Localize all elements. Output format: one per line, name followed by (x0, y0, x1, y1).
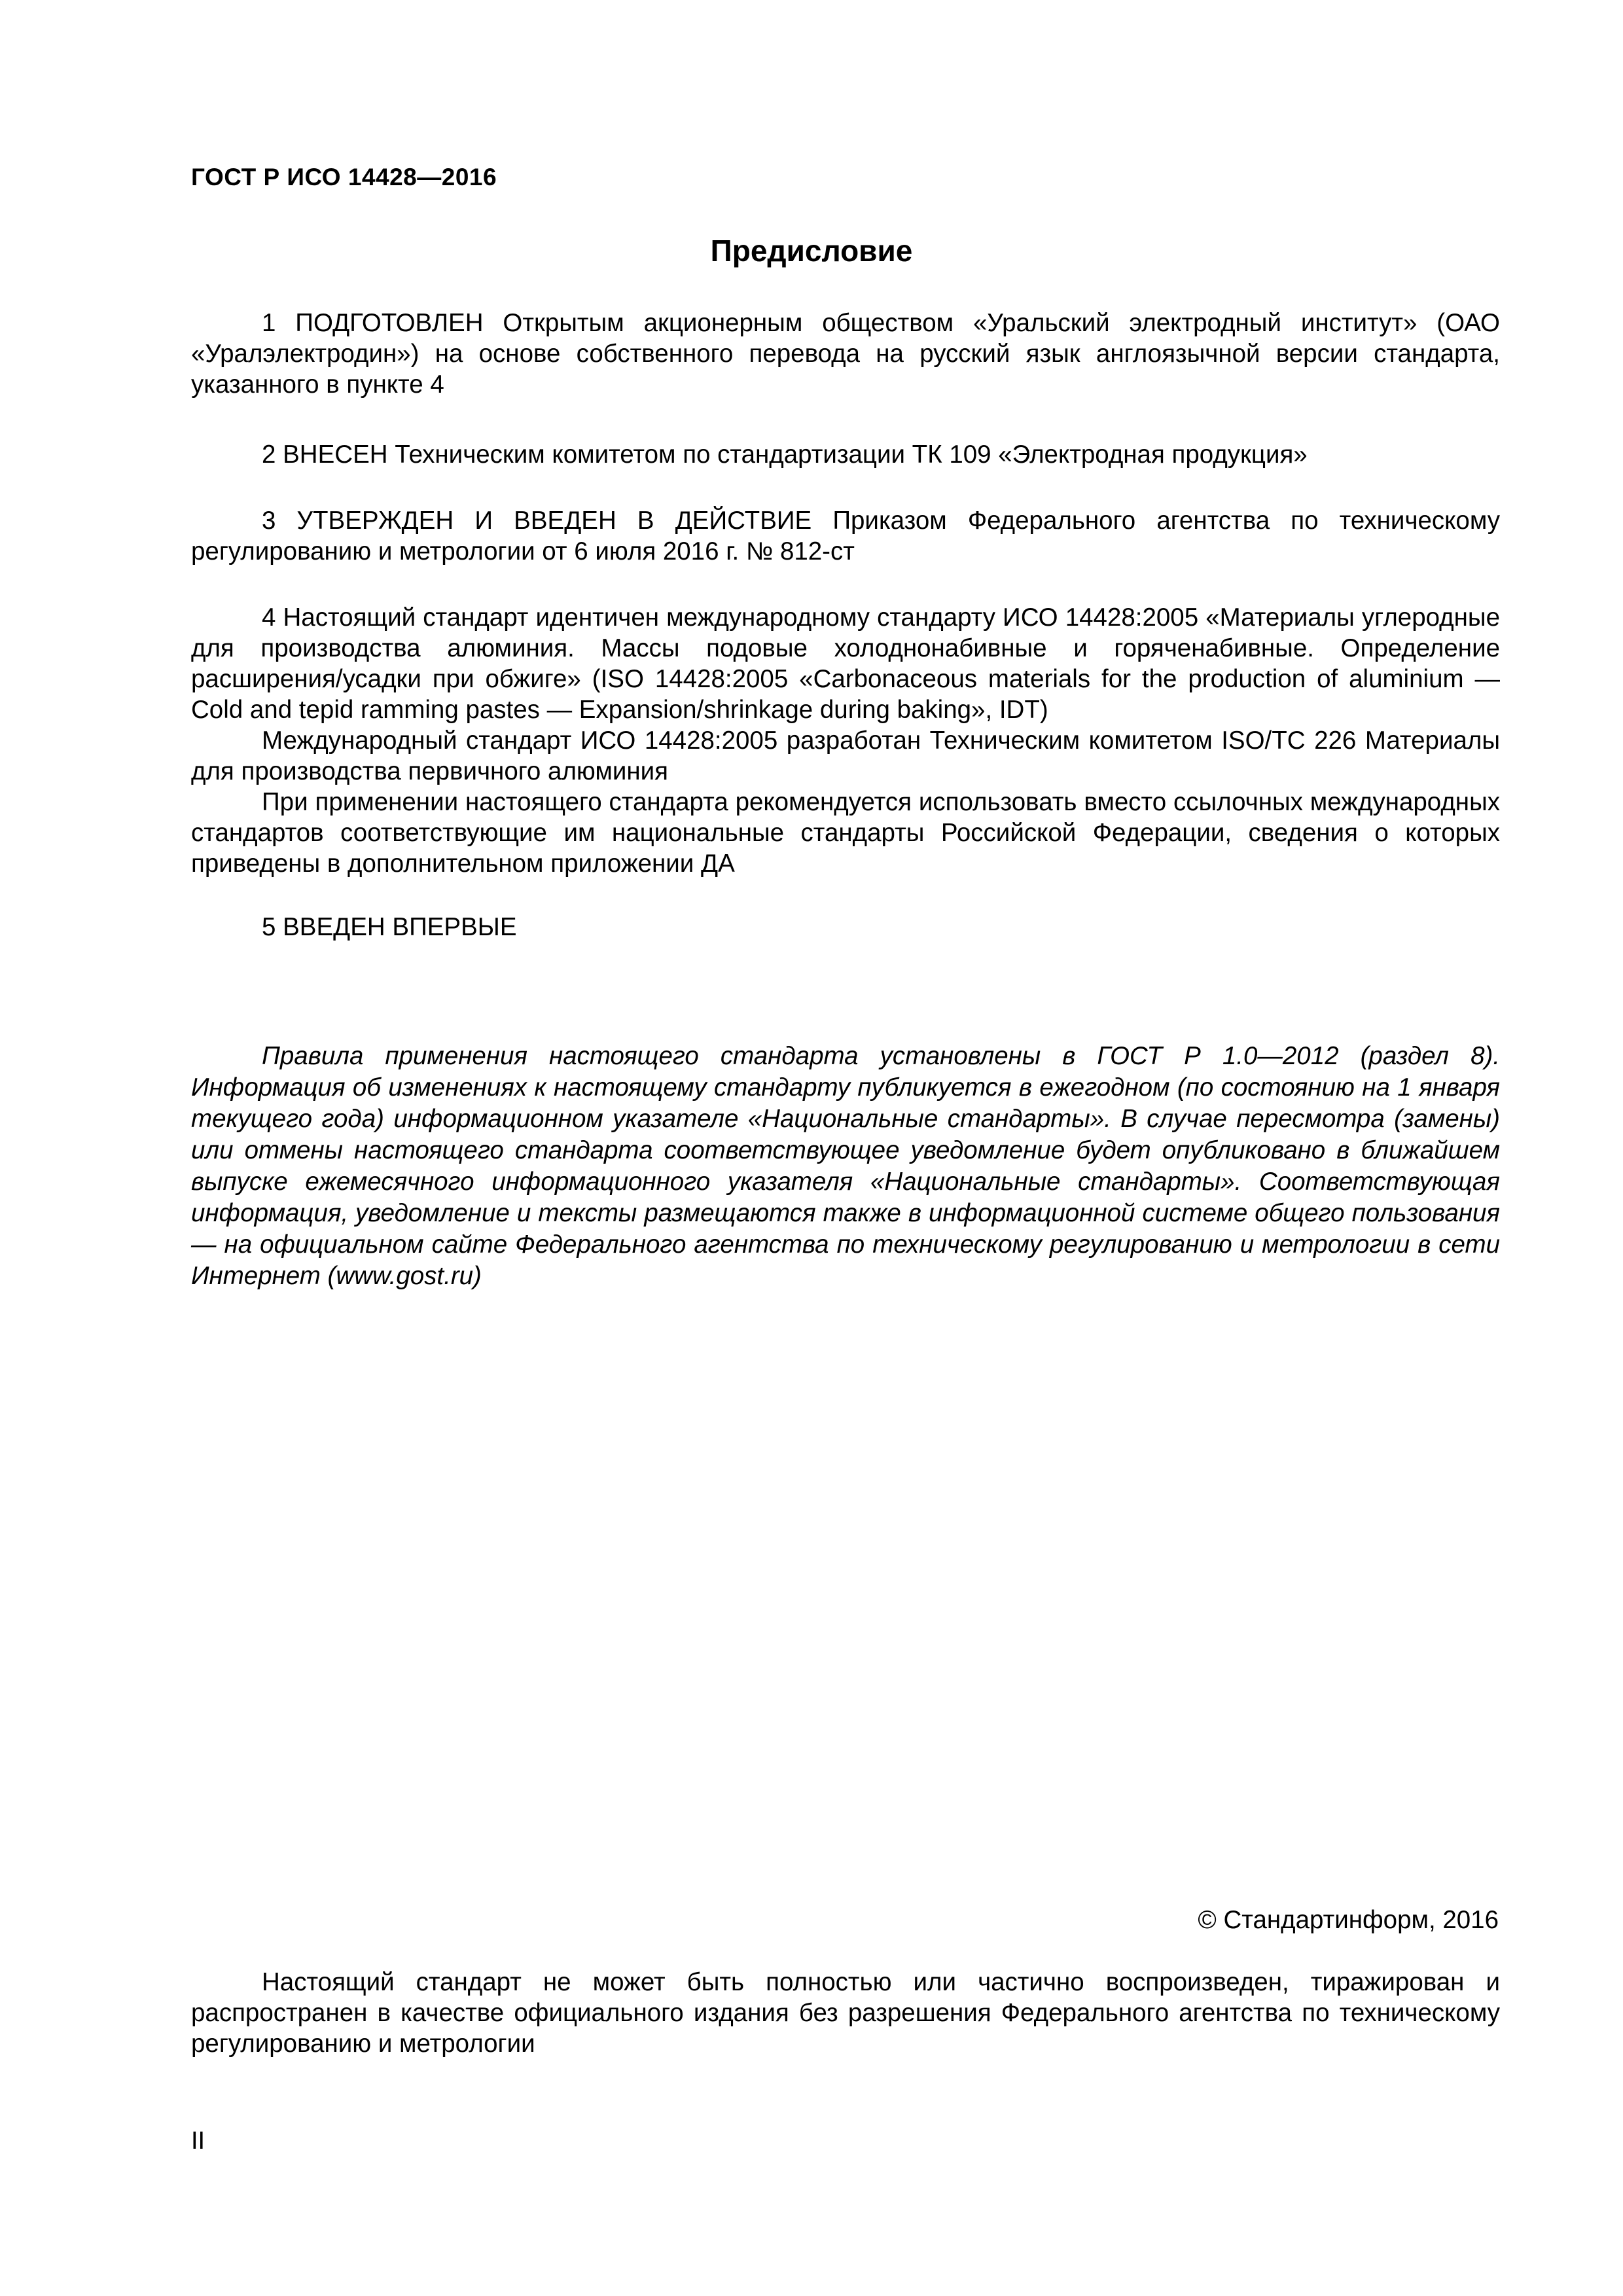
standard-code: ГОСТ Р ИСО 14428—2016 (191, 164, 497, 190)
copyright-line: © Стандартинформ, 2016 (1198, 1906, 1499, 1934)
foreword-item-4-paragraph-2: Международный стандарт ИСО 14428:2005 разработан Техническим комитетом ISO/TC 226 Материалы для производства первичного алюминия (191, 726, 1500, 785)
application-rules-text: Правила применения настоящего стандарта установлены в ГОСТ Р 1.0—2012 (раздел 8). Информация об изменениях к настоящему стандарту публикуется в ежегодном (по состоянию на 1 января текущего года) информационном указателе «Национальные стандарты». В случае пересмотра (замены) или отмены настоящего стандарта соответствующее уведомление будет опубликовано в ближайшем выпуске ежемесячного информационного указателя «Национальные стандарты». Соответствующая информация, уведомление и тексты размещаются также в информационной системе общего пользования — на официальном сайте Федерального агентства по техническому регулированию и метрологии в сети Интернет (www.gost.ru) (191, 1042, 1500, 1290)
foreword-item-2-text: 2 ВНЕСЕН Техническим комитетом по стандартизации ТК 109 «Электродная продукция» (262, 440, 1308, 469)
application-rules-note (191, 1041, 1500, 1292)
foreword-item-4-paragraph-3: При применении настоящего стандарта рекомендуется использовать вместо ссылочных международных стандартов соответствующие им национальные стандарты Российской Федерации, сведения о которых приведены в дополнительном приложении ДА (191, 788, 1500, 878)
reproduction-notice-text: Настоящий стандарт не может быть полностью или частично воспроизведен, тиражирован и распространен в качестве официального издания без разрешения Федерального агентства по техническому регулированию и метрологии (191, 1968, 1500, 2058)
foreword-item-5 (191, 912, 1500, 942)
foreword-item-5-text: 5 ВВЕДЕН ВПЕРВЫЕ (262, 913, 517, 941)
reproduction-notice (191, 1967, 1500, 2059)
page-title: Предисловие (710, 234, 913, 268)
foreword-item-3 (191, 505, 1500, 567)
page-number: II (191, 2127, 205, 2155)
foreword-item-4 (191, 602, 1500, 879)
foreword-item-4-paragraph-1: 4 Настоящий стандарт идентичен международному стандарту ИСО 14428:2005 «Материалы углеродные для производства алюминия. Массы подовые холоднонабивные и горяченабивные. Определение расширения/усадки при обжиге» (ISO 14428:2005 «Carbonaceous materials for the production of aluminium — Cold and tepid ramming pastes — Expansion/shrinkage during baking», IDT) (191, 603, 1500, 724)
foreword-item-2 (191, 439, 1500, 470)
foreword-item-1 (191, 308, 1500, 400)
foreword-item-1-text: 1 ПОДГОТОВЛЕН Открытым акционерным обществом «Уральский электродный институт» (ОАО «Уралэлектродин») на основе собственного перевода на русский язык англоязычной версии стандарта, указанного в пункте 4 (191, 309, 1500, 399)
foreword-item-3-text: 3 УТВЕРЖДЕН И ВВЕДЕН В ДЕЙСТВИЕ Приказом Федерального агентства по техническому регулированию и метрологии от 6 июля 2016 г. № 812-ст (191, 507, 1500, 565)
